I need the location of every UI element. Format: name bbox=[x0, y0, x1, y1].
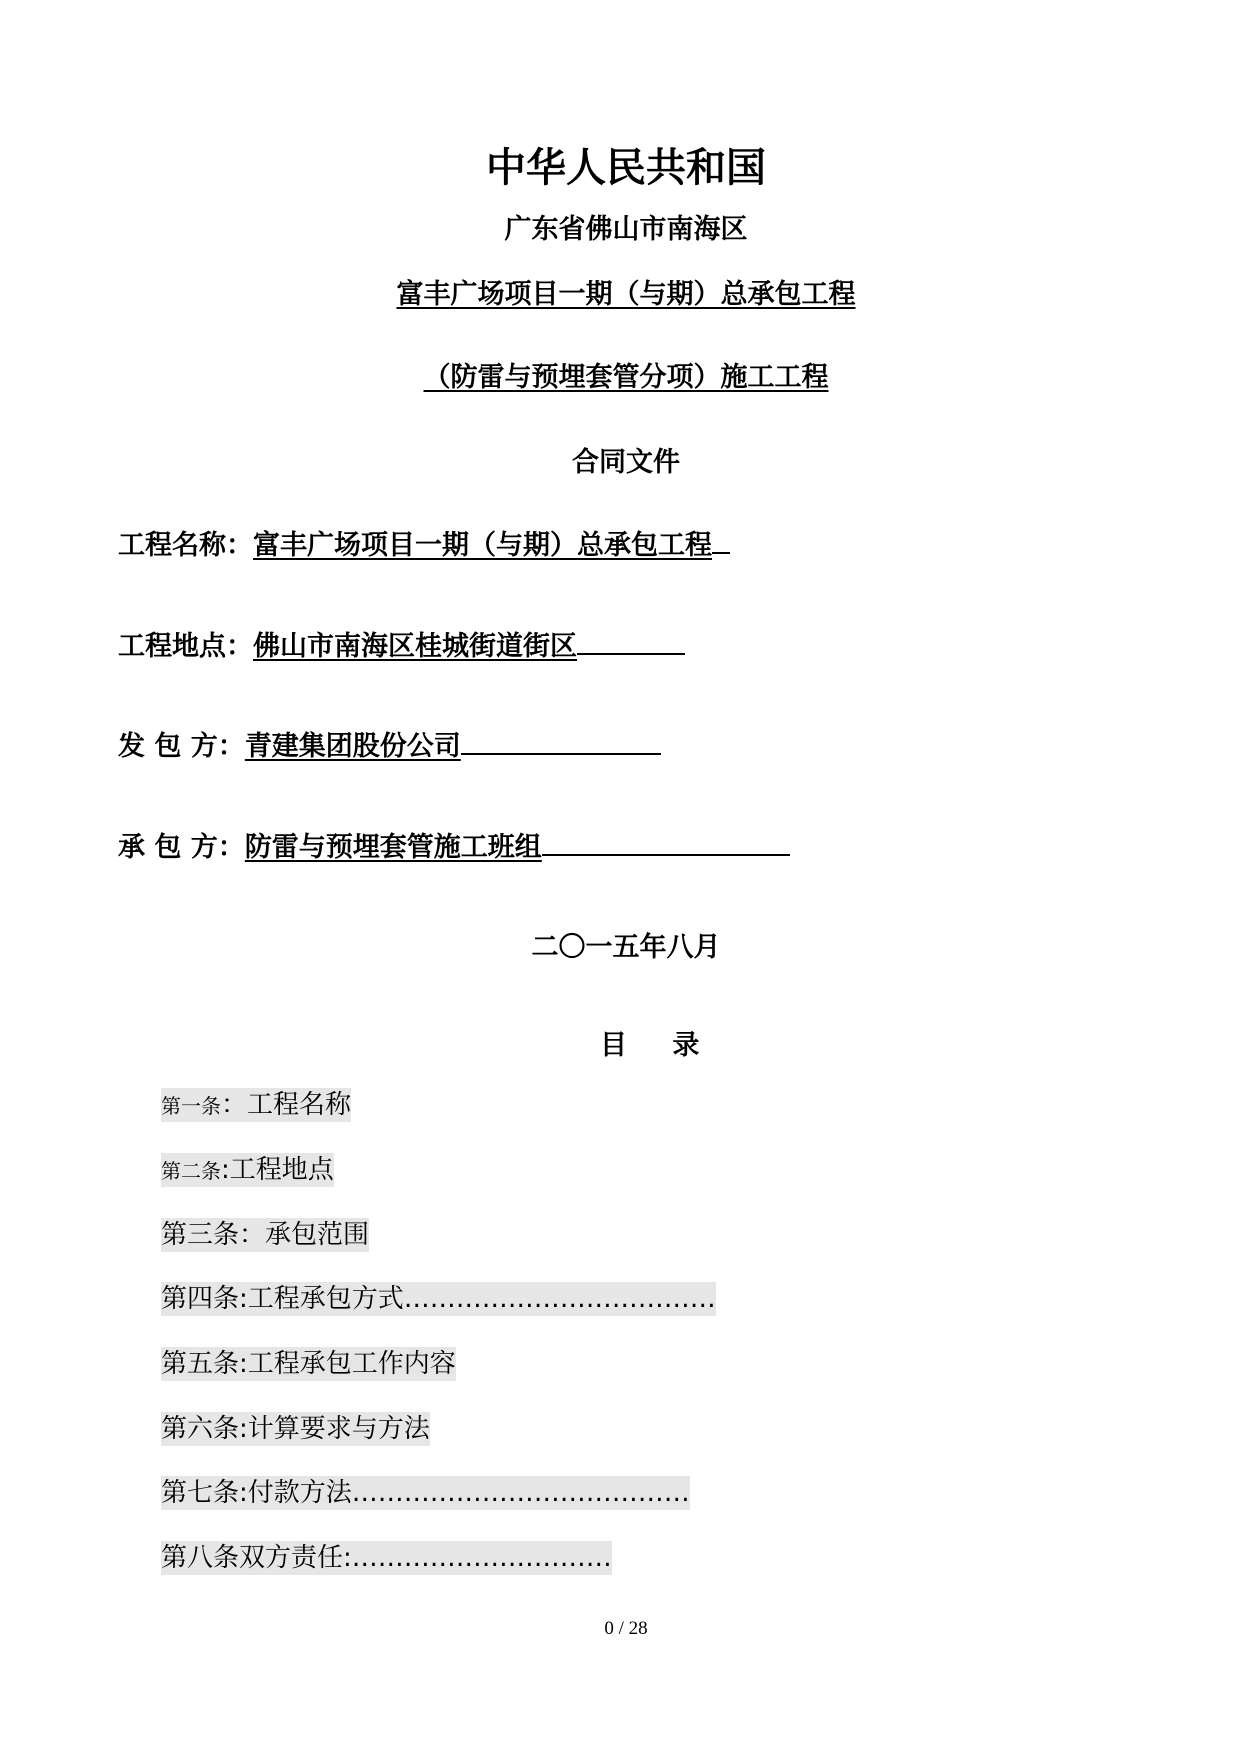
toc-item-text: 第七条:付款方法………………………………… bbox=[161, 1478, 690, 1508]
contract-date: 二〇一五年八月 bbox=[531, 932, 721, 963]
field-project-place bbox=[118, 624, 685, 663]
toc-title: 目 录 bbox=[600, 1030, 718, 1061]
toc-item-text: 第五条:工程承包工作内容 bbox=[161, 1349, 456, 1379]
field-label: 发 包 方： bbox=[118, 731, 245, 762]
field-value: 富丰广场项目一期（与期）总承包工程 bbox=[253, 530, 712, 561]
fill-line bbox=[542, 853, 790, 856]
toc-item-prefix: 第二条 bbox=[161, 1159, 221, 1183]
page-counter: 0 / 28 bbox=[604, 1618, 648, 1639]
fill-line bbox=[712, 551, 730, 554]
toc-item[interactable] bbox=[161, 1214, 369, 1251]
field-owner bbox=[118, 724, 661, 763]
field-project-name bbox=[118, 523, 730, 562]
toc-item-text: 第三条：承包范围 bbox=[161, 1220, 370, 1250]
field-label: 承 包 方： bbox=[118, 832, 245, 863]
field-contractor bbox=[118, 825, 790, 864]
toc-item[interactable] bbox=[161, 1343, 456, 1380]
field-label: 工程地点： bbox=[118, 631, 253, 662]
toc-item[interactable] bbox=[161, 1084, 351, 1121]
field-value: 佛山市南海区桂城街道街区 bbox=[253, 631, 577, 662]
toc-item-text: 第六条:计算要求与方法 bbox=[161, 1414, 430, 1444]
toc-item[interactable] bbox=[161, 1537, 612, 1574]
region-heading: 广东省佛山市南海区 bbox=[504, 214, 748, 245]
toc-item[interactable] bbox=[161, 1472, 690, 1509]
subproject-title: （防雷与预埋套管分项）施工工程 bbox=[423, 362, 829, 393]
fill-line bbox=[577, 652, 685, 655]
field-label: 工程名称： bbox=[118, 530, 253, 561]
country-heading: 中华人民共和国 bbox=[486, 145, 766, 191]
project-title: 富丰广场项目一期（与期）总承包工程 bbox=[396, 279, 856, 310]
toc-item[interactable] bbox=[161, 1408, 430, 1445]
toc-item[interactable] bbox=[161, 1278, 716, 1315]
document-name: 合同文件 bbox=[572, 447, 680, 478]
toc-item-text: 第八条双方责任:………………………… bbox=[161, 1543, 612, 1573]
toc-item-prefix: 第一条 bbox=[161, 1094, 221, 1118]
toc-item-text: 第四条:工程承包方式……………………………… bbox=[161, 1284, 716, 1314]
field-value: 青建集团股份公司 bbox=[244, 731, 461, 762]
fill-line bbox=[461, 752, 661, 755]
field-value: 防雷与预埋套管施工班组 bbox=[244, 832, 542, 863]
toc-item-text: ：工程名称 bbox=[221, 1090, 352, 1120]
toc-item[interactable] bbox=[161, 1149, 334, 1186]
toc-item-text: :工程地点 bbox=[221, 1155, 334, 1185]
